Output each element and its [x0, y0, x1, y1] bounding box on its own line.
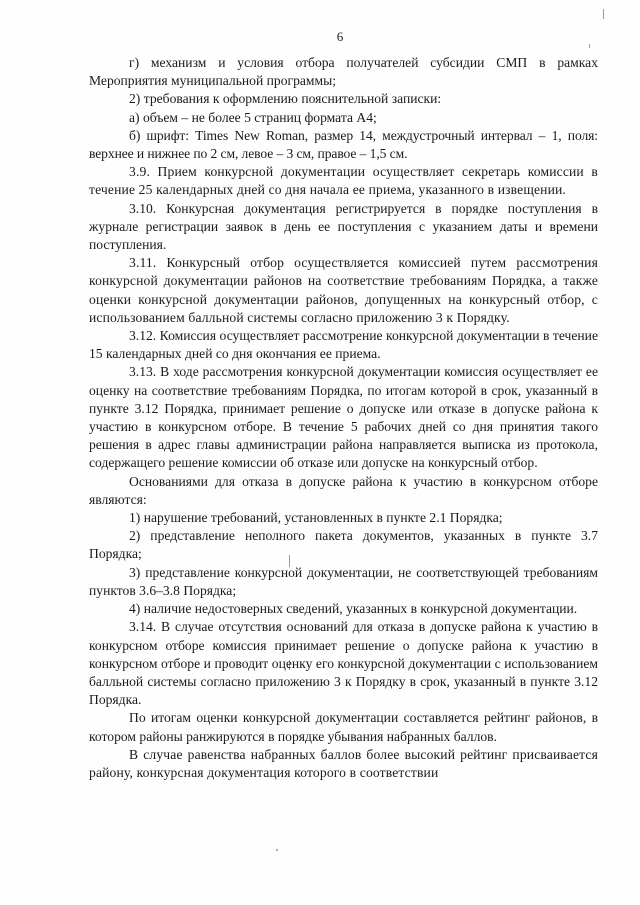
paragraph-equal-scores: В случае равенства набранных баллов более высокий рейтинг присваивается району, конкурсная документация которого в соответствии: [89, 746, 598, 780]
paragraph-note-requirements: 2) требования к оформлению пояснительной записки:: [129, 91, 442, 107]
page-number: 6: [336, 29, 344, 44]
paragraph-font: б) шрифт: Times New Roman, размер 14, междустрочный интервал – 1, поля: верхнее и нижнее по 2 см, левое – 3 см, правое – 1,5 см.: [89, 127, 598, 162]
paragraph-volume: а) объем – не более 5 страниц формата А4;: [129, 109, 377, 125]
scan-artifact: [603, 9, 604, 19]
paragraph-3-9: 3.9. Прием конкурсной документации осуществляет секретарь комиссии в течение 25 календарных дней со дня начала ее приема, указанного в извещении.: [89, 164, 598, 198]
paragraph-3-13: 3.13. В ходе рассмотрения конкурсной документации комиссия осуществляет ее оценку на соответствие требованиям Порядка, по итогам которой в срок, указанный в пункте 3.12 Порядка, принимает решение о допуске или отказе в допуске района к участию в конкурсном отборе. В течение 5 рабочих дней со дня принятия такого решения в адрес главы администрации района направляется выписка из протокола, содержащего решение комиссии об отказе или допуске на конкурсный отбор.: [89, 364, 598, 471]
list-item-3: 3) представление конкурсной документации, не соответствующей требованиям пунктов 3.6–3.8 Порядка;: [89, 564, 598, 598]
list-item-1: 1) нарушение требований, установленных в пункте 2.1 Порядка;: [129, 510, 503, 526]
paragraph-3-11: 3.11. Конкурсный отбор осуществляется комиссией путем рассмотрения конкурсной документации районов на соответствие требованиям Порядка, а также оценки конкурсной документации районов, допущенных на конкурсный отбор, с использованием балльной системы согласно приложению 3 к Порядку.: [89, 255, 598, 325]
paragraph-mechanism: г) механизм и условия отбора получателей субсидии СМП в рамках Мероприятия муниципальной программы;: [89, 55, 598, 89]
document-body: [89, 54, 598, 782]
paragraph-3-14: 3.14. В случае отсутствия оснований для отказа в допуске района к участию в конкурсном отборе комиссия принимает решение о допуске района к участию в конкурсном отборе и проводит оценку его конкурсной документации с использованием балльной системы согласно приложению 3 к Порядку в срок, указанный в пункте 3.12 Порядка.: [89, 619, 598, 708]
paragraph-rating: По итогам оценки конкурсной документации составляется рейтинг районов, в котором районы ранжируются в порядке убывания набранных баллов.: [89, 710, 598, 744]
list-item-2: 2) представление неполного пакета документов, указанных в пункте 3.7 Порядка;: [89, 528, 598, 562]
list-item-4: 4) наличие недостоверных сведений, указанных в конкурсной документации.: [129, 601, 578, 617]
paragraph-refusal-grounds: Основаниями для отказа в допуске района к участию в конкурсном отборе являются:: [89, 473, 598, 507]
paragraph-3-10: 3.10. Конкурсная документация регистрируется в порядке поступления в журнале регистрации заявок в день ее поступления с указанием даты и времени поступления.: [89, 200, 598, 253]
paragraph-3-12: 3.12. Комиссия осуществляет рассмотрение конкурсной документации в течение 15 календарных дней со дня окончания ее приема.: [89, 328, 598, 362]
scan-artifact: [276, 849, 278, 851]
